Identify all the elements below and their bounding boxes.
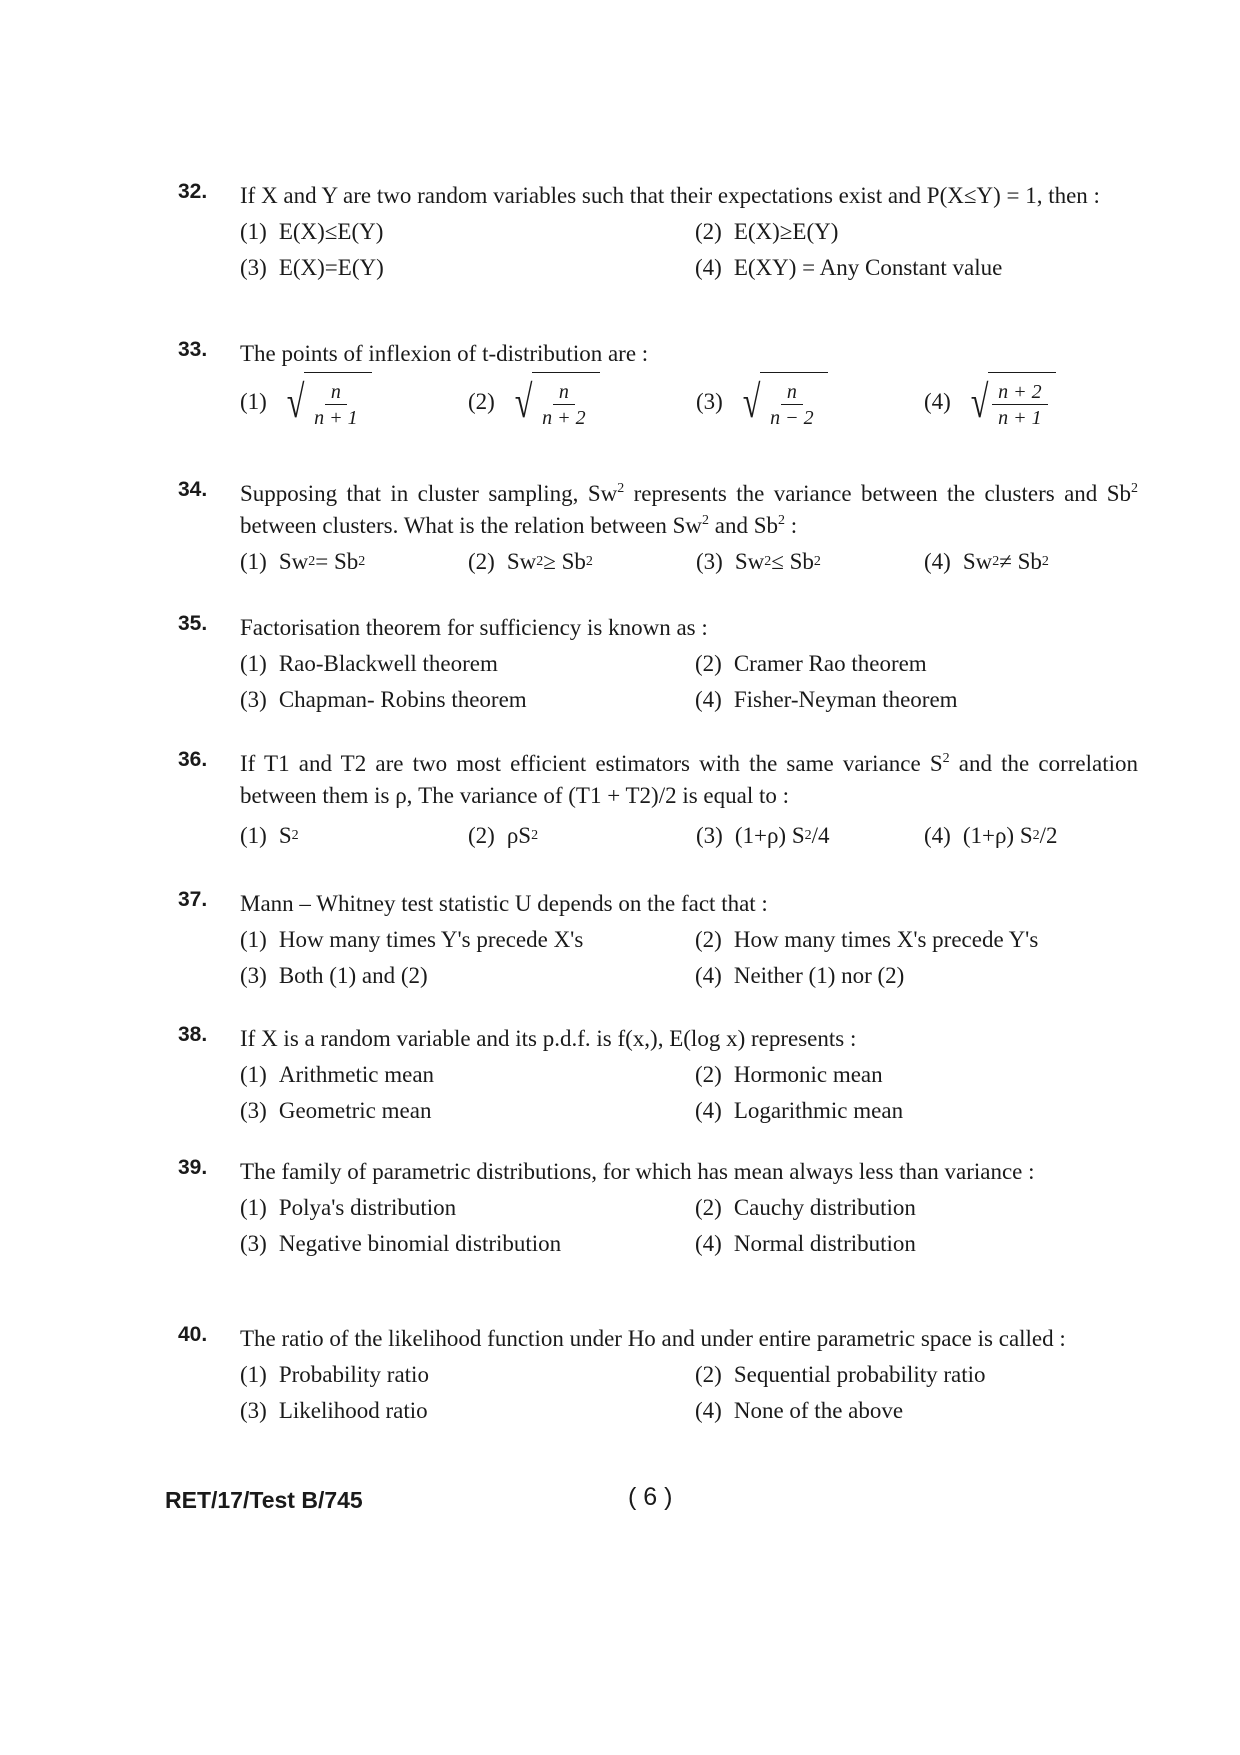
options [240, 648, 1138, 716]
question-text: If T1 and T2 are two most efficient estimators with the same variance $S^2$ and the correlation between them is ρ, The variance of (T1 + T2)/2 is equal to : [240, 751, 1138, 808]
question-number: 38. [178, 1023, 208, 1046]
option-number: (3) [696, 549, 723, 574]
option-4[interactable]: (4) (1+ρ) S 2 /2 [924, 820, 1152, 852]
option-text: E(XY) = Any Constant value [733, 255, 1003, 280]
option-text: Both (1) and (2) [278, 963, 428, 988]
option-number: (2) [468, 389, 495, 414]
question-text: The ratio of the likelihood function under Ho and under entire parametric space is called : [240, 1326, 1066, 1351]
option-number: (1) [240, 651, 267, 676]
numerator: n [325, 380, 347, 405]
question-33 [178, 338, 1138, 432]
option-2[interactable] [695, 1059, 1150, 1091]
sqrt-formula: √ $\frac{n}{n + 2}$ [511, 372, 600, 432]
option-number: (1) [240, 219, 267, 244]
option-text: Logarithmic mean [733, 1098, 904, 1123]
options [240, 1192, 1138, 1260]
option-text: None of the above [733, 1398, 904, 1423]
question-number: 34. [178, 478, 208, 501]
option-number: (2) [468, 823, 495, 848]
option-4[interactable] [695, 960, 1150, 992]
option-2[interactable] [695, 1359, 1150, 1391]
question-37 [178, 888, 1138, 992]
option-text: Fisher-Neyman theorem [733, 687, 958, 712]
test-code: RET/17/Test B/745 [165, 1487, 363, 1513]
option-text: Rao-Blackwell theorem [278, 651, 498, 676]
question-40 [178, 1323, 1138, 1427]
option-3[interactable] [240, 960, 695, 992]
sqrt-formula: √ $\frac{n}{n - 2}$ [739, 372, 828, 432]
question-34 [178, 478, 1138, 578]
option-text: How many times Y's precede X's [278, 927, 584, 952]
option-number: (4) [695, 687, 722, 712]
option-2[interactable] [695, 924, 1150, 956]
sqrt-formula: √ $\frac{n}{n + 1}$ [283, 372, 372, 432]
question-text: If X is a random variable and its p.d.f. is f(x,), E(log x) represents : [240, 1026, 857, 1051]
option-1[interactable] [240, 216, 695, 248]
denominator: n − 2 [770, 407, 814, 429]
numerator: n [781, 380, 803, 405]
question-36 [178, 748, 1138, 852]
options [240, 216, 1138, 284]
option-number: (4) [924, 389, 951, 414]
question-text: Factorisation theorem for sufficiency is known as : [240, 615, 708, 640]
option-number: (4) [924, 823, 951, 848]
option-number: (4) [695, 1398, 722, 1423]
option-number: (1) [240, 1062, 267, 1087]
option-1[interactable] [240, 1359, 695, 1391]
question-text: Supposing that in cluster sampling, Sw$^2$ represents the variance between the clusters and Sb$^2$ between clusters. What is the relation between Sw$^2$ and Sb$^2$ : [240, 481, 1138, 538]
option-3[interactable]: (3) Sw 2 ≤ Sb 2 [696, 546, 924, 578]
option-3[interactable] [240, 1228, 695, 1260]
options [240, 546, 1138, 578]
denominator: n + 1 [998, 407, 1042, 429]
option-number: (4) [695, 255, 722, 280]
option-number: (1) [240, 1195, 267, 1220]
option-text: Arithmetic mean [278, 1062, 435, 1087]
option-text: Neither (1) nor (2) [733, 963, 905, 988]
option-text: How many times X's precede Y's [733, 927, 1039, 952]
option-text: Normal distribution [733, 1231, 916, 1256]
option-number: (3) [240, 963, 267, 988]
option-3[interactable] [240, 1095, 695, 1127]
options [240, 372, 1138, 432]
sqrt-formula: √ $\frac{n + 2}{n + 1}$ [967, 372, 1056, 432]
option-3[interactable] [240, 252, 695, 284]
option-number: (2) [695, 927, 722, 952]
option-number: (4) [695, 1098, 722, 1123]
option-text: E(X)=E(Y) [278, 255, 384, 280]
question-text: The points of inflexion of t-distribution are : [240, 341, 649, 366]
numerator: n [553, 380, 575, 405]
option-1[interactable] [240, 648, 695, 680]
option-3[interactable] [696, 372, 924, 432]
option-text: Likelihood ratio [278, 1398, 428, 1423]
option-2[interactable] [695, 216, 1150, 248]
option-4[interactable]: (4) Sw 2 ≠ Sb 2 [924, 546, 1152, 578]
option-4[interactable] [695, 1095, 1150, 1127]
page-number: ( 6 ) [628, 1483, 673, 1511]
option-2[interactable] [468, 372, 696, 432]
option-3[interactable] [240, 1395, 695, 1427]
question-39 [178, 1156, 1138, 1260]
option-number: (3) [696, 823, 723, 848]
option-1[interactable]: (1) Sw 2 = Sb 2 [240, 546, 468, 578]
question-text: The family of parametric distributions, for which has mean always less than variance : [240, 1159, 1035, 1184]
option-2[interactable] [695, 648, 1150, 680]
option-text: Chapman- Robins theorem [278, 687, 527, 712]
option-number: (1) [240, 549, 267, 574]
option-number: (1) [240, 1362, 267, 1387]
options [240, 924, 1138, 992]
option-text: Geometric mean [278, 1098, 432, 1123]
option-4[interactable] [695, 1395, 1150, 1427]
option-1[interactable] [240, 924, 695, 956]
option-2[interactable] [695, 1192, 1150, 1224]
option-text: Cramer Rao theorem [733, 651, 927, 676]
question-number: 37. [178, 888, 208, 911]
option-4[interactable] [924, 372, 1152, 432]
option-number: (2) [468, 549, 495, 574]
option-number: (1) [240, 389, 267, 414]
option-number: (2) [695, 1195, 722, 1220]
option-2[interactable]: (2) Sw 2 ≥ Sb 2 [468, 546, 696, 578]
option-1[interactable] [240, 1192, 695, 1224]
question-number: 32. [178, 180, 208, 203]
option-text: E(X)≤E(Y) [278, 219, 384, 244]
option-number: (3) [240, 1231, 267, 1256]
option-number: (1) [240, 927, 267, 952]
question-text: If X and Y are two random variables such that their expectations exist and P(X≤Y) = 1, then : [240, 183, 1100, 208]
option-number: (3) [240, 1098, 267, 1123]
option-number: (2) [695, 219, 722, 244]
options [240, 1359, 1138, 1427]
denominator: n + 2 [542, 407, 586, 429]
question-number: 36. [178, 748, 208, 771]
options [240, 820, 1138, 852]
option-3[interactable] [240, 684, 695, 716]
option-number: (4) [924, 549, 951, 574]
option-number: (3) [696, 389, 723, 414]
option-2[interactable]: (2) ρS 2 [468, 820, 696, 852]
question-32 [178, 180, 1138, 284]
option-text: Negative binomial distribution [278, 1231, 562, 1256]
option-4[interactable] [695, 252, 1150, 284]
option-4[interactable] [695, 1228, 1150, 1260]
question-35 [178, 612, 1138, 716]
option-text: Hormonic mean [733, 1062, 883, 1087]
question-number: 33. [178, 338, 208, 361]
option-3[interactable]: (3) (1+ρ) S 2 /4 [696, 820, 924, 852]
option-1[interactable] [240, 372, 468, 432]
option-number: (2) [695, 1362, 722, 1387]
option-1[interactable]: (1) S 2 [240, 820, 468, 852]
option-number: (3) [240, 687, 267, 712]
option-number: (2) [695, 1062, 722, 1087]
option-text: E(X)≥E(Y) [733, 219, 839, 244]
question-number: 40. [178, 1323, 208, 1346]
option-text: Sequential probability ratio [733, 1362, 986, 1387]
option-text: Probability ratio [278, 1362, 429, 1387]
option-1[interactable] [240, 1059, 695, 1091]
question-number: 35. [178, 612, 208, 635]
option-4[interactable] [695, 684, 1150, 716]
option-text: Cauchy distribution [733, 1195, 916, 1220]
option-number: (3) [240, 255, 267, 280]
option-number: (2) [695, 651, 722, 676]
option-number: (3) [240, 1398, 267, 1423]
denominator: n + 1 [314, 407, 358, 429]
option-text: Polya's distribution [278, 1195, 457, 1220]
option-number: (4) [695, 963, 722, 988]
option-number: (4) [695, 1231, 722, 1256]
question-number: 39. [178, 1156, 208, 1179]
numerator: n + 2 [992, 380, 1048, 405]
question-38 [178, 1023, 1138, 1127]
question-text: Mann – Whitney test statistic U depends on the fact that : [240, 891, 768, 916]
options [240, 1059, 1138, 1127]
option-number: (1) [240, 823, 267, 848]
